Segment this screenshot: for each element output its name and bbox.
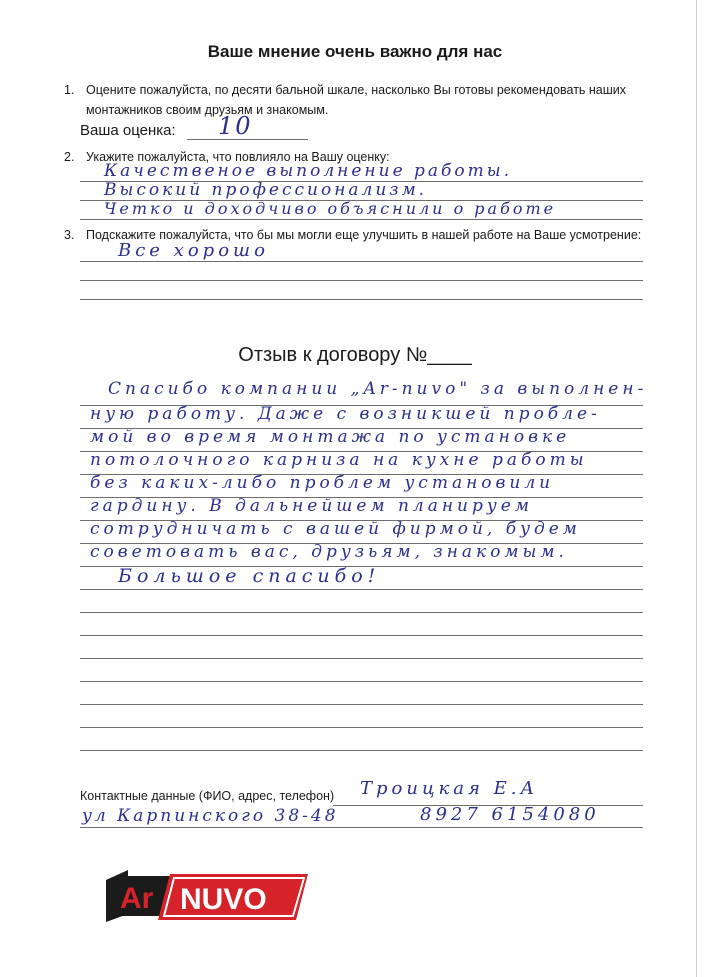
review-text-line[interactable]: советовать вас, друзьям, знакомым. bbox=[90, 542, 568, 562]
answer-line bbox=[80, 280, 643, 281]
contact-label: Контактные данные (ФИО, адрес, телефон) bbox=[80, 789, 335, 803]
q2-answer-line[interactable]: Качественое выполнение работы. bbox=[104, 161, 513, 181]
review-rule bbox=[80, 635, 643, 636]
contact-name[interactable]: Троицкая Е.А bbox=[360, 778, 539, 799]
question-1 bbox=[64, 81, 664, 121]
question-text: Подскажите пожалуйста, что бы мы могли еще улучшить в нашей работе на Ваше усмотрение: bbox=[86, 228, 642, 242]
question-number: 3. bbox=[64, 228, 75, 242]
review-heading: Отзыв к договору №____ bbox=[238, 344, 472, 366]
review-rule bbox=[80, 704, 643, 705]
q2-answer-line[interactable]: Высокий профессионализм. bbox=[104, 180, 428, 200]
review-text-line[interactable]: без каких-либо проблем установили bbox=[90, 473, 555, 493]
review-text-line[interactable]: потолочного карниза на кухне работы bbox=[90, 450, 588, 470]
review-text-line[interactable]: гардину. В дальнейшем планируем bbox=[90, 496, 533, 516]
score-value[interactable]: 10 bbox=[218, 112, 253, 140]
review-rule bbox=[80, 750, 643, 751]
review-text-line[interactable]: ную работу. Даже с возникшей пробле- bbox=[90, 404, 601, 424]
review-rule bbox=[80, 727, 643, 728]
question-number: 2. bbox=[64, 150, 75, 164]
answer-line bbox=[80, 219, 643, 220]
contact-address[interactable]: ул Карпинского 38-48 bbox=[82, 806, 339, 826]
arnuvo-logo bbox=[100, 868, 310, 924]
review-text-line[interactable]: Спасибо компании „Ar-nuvo" за выполнен- bbox=[108, 379, 648, 399]
review-text-line[interactable]: мой во время монтажа по установке bbox=[90, 427, 571, 447]
answer-line bbox=[80, 261, 643, 262]
q2-answer-line[interactable]: Четко и доходчиво объяснили о работе bbox=[104, 199, 557, 218]
review-rule bbox=[80, 681, 643, 682]
contact-line bbox=[80, 827, 643, 828]
question-text: Укажите пожалуйста, что повлияло на Вашу оценку: bbox=[86, 150, 390, 164]
page-edge bbox=[696, 0, 697, 977]
form-title: Ваше мнение очень важно для нас bbox=[207, 42, 503, 61]
review-rule bbox=[80, 589, 643, 590]
review-text-line[interactable]: Большое спасибо! bbox=[118, 565, 381, 587]
question-number: 1. bbox=[64, 83, 75, 97]
review-rule bbox=[80, 612, 643, 613]
review-text-line[interactable]: сотрудничать с вашей фирмой, будем bbox=[90, 519, 581, 539]
logo-right-text: NUVO bbox=[180, 883, 267, 916]
score-label: Ваша оценка: bbox=[80, 122, 176, 139]
review-rule bbox=[80, 658, 643, 659]
question-text: Оцените пожалуйста, по десяти бальной шкале, насколько Вы готовы рекомендовать наших bbox=[86, 83, 627, 97]
q3-answer-line[interactable]: Все хорошо bbox=[118, 240, 269, 261]
contact-phone[interactable]: 8927 6154080 bbox=[420, 804, 600, 825]
logo-left-text: Ar bbox=[120, 882, 154, 915]
question-text-line2: монтажников своим друзьям и знакомым. bbox=[86, 103, 329, 117]
answer-line bbox=[80, 299, 643, 300]
